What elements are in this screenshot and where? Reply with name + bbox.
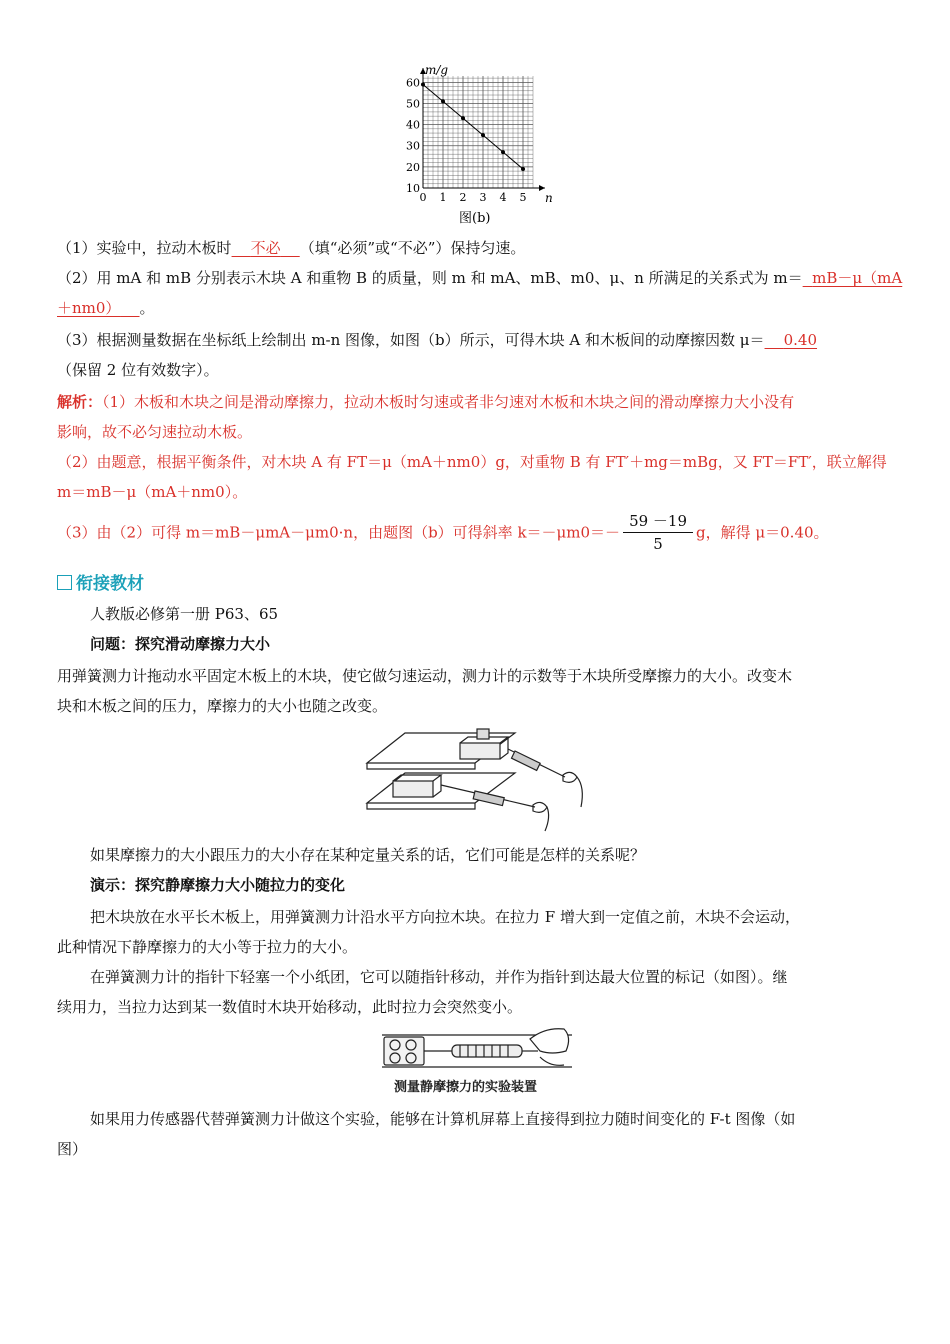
question-para-c: 如果摩擦力的大小跟压力的大小存在某种定量关系的话，它们可能是怎样的关系呢？ <box>90 846 646 864</box>
checkbox-icon <box>57 575 72 590</box>
question-1 <box>57 236 893 260</box>
q2-answer-b: ＋nm0） <box>57 299 121 317</box>
question-title: 问题：探究滑动摩擦力大小 <box>90 635 271 653</box>
q1-suffix: （填“必须”或“不必”）保持匀速。 <box>299 239 526 257</box>
x-tick-label: 0 <box>419 191 427 204</box>
y-tick-label: 50 <box>406 97 420 111</box>
y-tick-label: 20 <box>406 160 420 174</box>
q2-text: （2）用 mA 和 mB 分别表示木块 A 和重物 B 的质量，则 m 和 mA、mB、m0、μ、n 所满足的关系式为 m＝ <box>57 269 803 287</box>
q3-text: （3）根据测量数据在坐标纸上绘制出 m-n 图像，如图（b）所示，可得木块 A 和木板间的动摩擦因数 μ＝ <box>57 331 765 349</box>
y-axis-label: m/g <box>425 63 449 77</box>
sliding-friction-figure <box>365 727 590 833</box>
x-axis-label: n <box>545 191 553 205</box>
chart-grid <box>423 76 533 188</box>
analysis-p2a: （2）由题意，根据平衡条件，对木块 A 有 FT＝μ（mA＋nm0）g，对重物 B 有 FT′＋mg＝mBg，又 FT＝FT′，联立解得 <box>57 453 887 471</box>
demo-para-1b: 此种情况下静摩擦力的大小等于拉力的大小。 <box>57 938 358 956</box>
demo-title: 演示：探究静摩擦力大小随拉力的变化 <box>90 876 346 894</box>
data-point <box>461 116 465 120</box>
chart-caption: 图(b) <box>459 211 491 226</box>
y-tick-label: 40 <box>406 118 420 132</box>
question-3-line2: （保留 2 位有效数字）。 <box>57 361 219 379</box>
section-heading: 衔接教材 <box>57 572 893 596</box>
q3-answer: 0.40 <box>783 331 818 349</box>
static-friction-figure <box>380 1023 575 1099</box>
x-tick-label: 4 <box>499 191 507 204</box>
data-point <box>421 82 425 86</box>
data-point <box>501 150 505 154</box>
slope-fraction: $\frac{59 -19}{5}$ <box>623 510 693 555</box>
q2-end: 。 <box>139 299 155 317</box>
data-point <box>481 133 485 137</box>
analysis-label: 解析： <box>57 393 103 411</box>
x-tick-label: 3 <box>479 191 487 204</box>
demo-para-2b: 续用力，当拉力达到某一数值时木块开始移动，此时拉力会突然变小。 <box>57 998 523 1016</box>
demo-para-1a: 把木块放在水平长木板上，用弹簧测力计沿水平方向拉木块。在拉力 F 增大到一定值之前，木块不会运动， <box>90 908 800 926</box>
q1-prefix: （1）实验中，拉动木板时 <box>57 239 232 257</box>
question-para-b: 块和木板之间的压力，摩擦力的大小也随之改变。 <box>57 697 388 715</box>
y-tick-label: 10 <box>406 182 420 195</box>
analysis-p2b: m＝mB－μ（mA＋nm0）。 <box>57 483 248 501</box>
chart-ticks <box>406 76 527 204</box>
data-point <box>441 99 445 103</box>
analysis-p1b: 影响，故不必匀速拉动木板。 <box>57 423 253 441</box>
q2-answer-a: mB－μ（mA <box>812 269 903 287</box>
analysis-p1a: 解析：（1）木板和木块之间是滑动摩擦力，拉动木板时匀速或者非匀速对木板和木块之间的滑动摩擦力大小没有 <box>57 393 795 411</box>
question-2-line2 <box>57 296 893 320</box>
question-2-line1 <box>57 266 903 290</box>
x-tick-label: 5 <box>519 191 527 204</box>
demo-para-3b: 图） <box>57 1140 88 1158</box>
question-3-line1 <box>57 328 893 352</box>
data-point <box>521 167 525 171</box>
demo-para-3a: 如果用力传感器代替弹簧测力计做这个实验，能够在计算机屏幕上直接得到拉力随时间变化的 F-t 图像（如 <box>90 1110 796 1128</box>
y-tick-label: 30 <box>406 139 420 153</box>
figure-caption: 测量静摩擦力的实验装置 <box>394 1080 538 1095</box>
analysis-p3: （3）由（2）可得 m＝mB－μmA－μm0·n，由题图（b）可得斜率 k＝－μm0＝－ $\frac{59 -19}{5}$ g，解得 μ＝0.40。 <box>57 512 829 553</box>
y-tick-label: 60 <box>406 76 420 90</box>
demo-para-2a: 在弹簧测力计的指针下轻塞一个小纸团，它可以随指针移动，并作为指针到达最大位置的标记（如图）。继 <box>90 968 788 986</box>
x-tick-label: 1 <box>439 191 447 204</box>
x-tick-label: 2 <box>459 191 467 204</box>
q1-answer: 不必 <box>250 239 281 257</box>
textbook-source: 人教版必修第一册 P63、65 <box>90 605 279 623</box>
question-para-a: 用弹簧测力计拖动水平固定木板上的木块，使它做匀速运动，测力计的示数等于木块所受摩擦力的大小。改变木 <box>57 667 793 685</box>
m-n-chart <box>395 62 565 230</box>
